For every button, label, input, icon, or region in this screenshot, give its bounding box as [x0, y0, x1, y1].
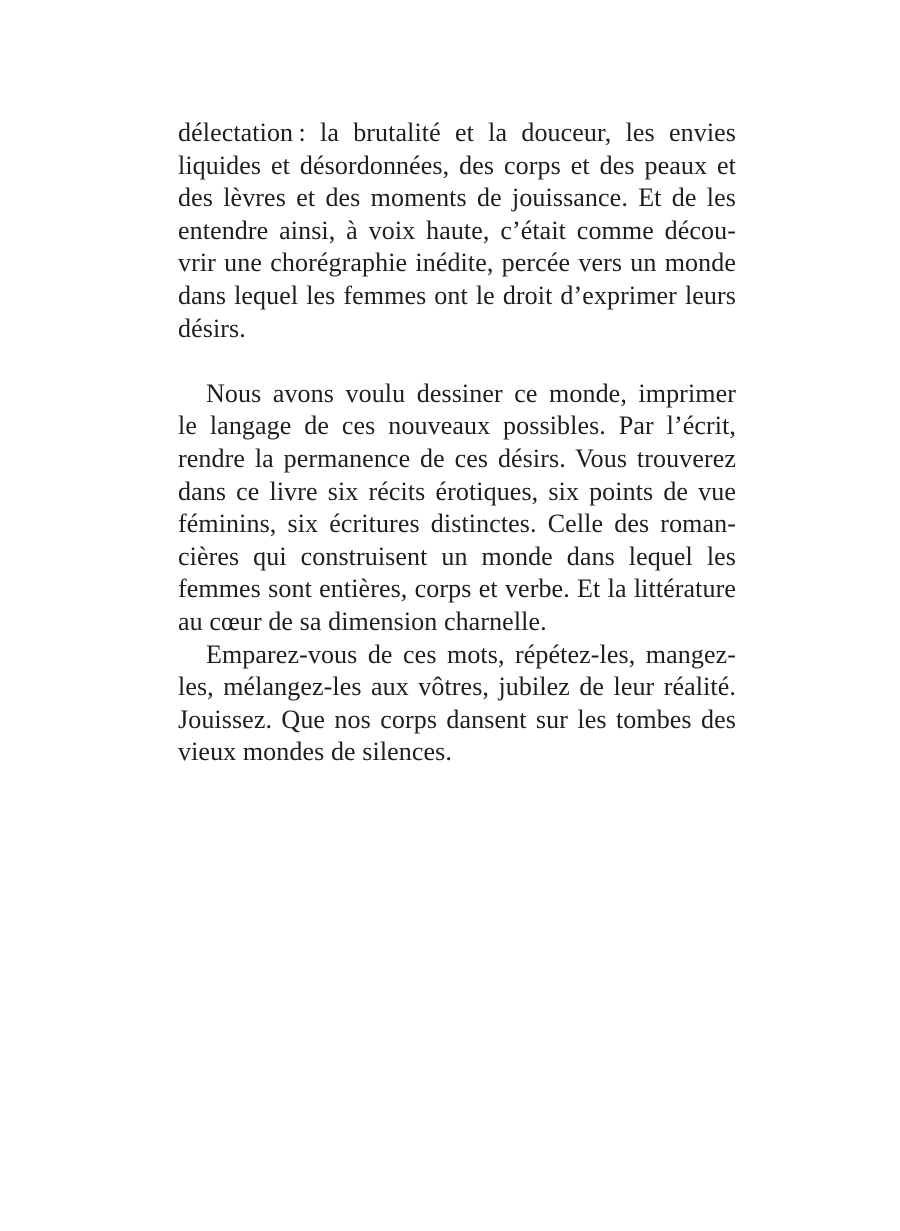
text-line: des lèvres et des moments de jouissance. Et de les: [178, 183, 736, 213]
text-line: vieux mondes de silences.: [178, 737, 452, 767]
text-line: les, mélangez-les aux vôtres, jubilez de leur réalité.: [178, 672, 736, 702]
paragraph: [178, 639, 736, 769]
text-block: [178, 117, 736, 769]
text-line: le langage de ces nouveaux possibles. Par l’écrit,: [178, 411, 736, 441]
paragraph: [178, 378, 736, 639]
text-line: féminins, six écritures distinctes. Celle des roman-: [178, 509, 736, 539]
text-line: Nous avons voulu dessiner ce monde, imprimer: [206, 378, 736, 408]
text-line: rendre la permanence de ces désirs. Vous trouverez: [178, 443, 736, 473]
text-line: Emparez-vous de ces mots, répétez-les, mangez-: [206, 639, 736, 669]
text-line: femmes sont entières, corps et verbe. Et la littérature: [178, 574, 736, 604]
text-line: délectation : la brutalité et la douceur, les envies: [178, 118, 736, 147]
text-line: cières qui construisent un monde dans lequel les: [178, 541, 736, 571]
text-line: vrir une chorégraphie inédite, percée vers un monde: [178, 248, 736, 278]
paragraph: [178, 117, 736, 345]
text-line: Jouissez. Que nos corps dansent sur les tombes des: [178, 704, 736, 734]
text-line: au cœur de sa dimension charnelle.: [178, 606, 547, 636]
text-line: dans lequel les femmes ont le droit d’exprimer leurs: [178, 280, 736, 310]
text-line: désirs.: [178, 313, 246, 343]
text-line: entendre ainsi, à voix haute, c’était comme décou-: [178, 215, 736, 245]
text-line: dans ce livre six récits érotiques, six points de vue: [178, 476, 736, 506]
text-line: liquides et désordonnées, des corps et des peaux et: [178, 150, 736, 180]
